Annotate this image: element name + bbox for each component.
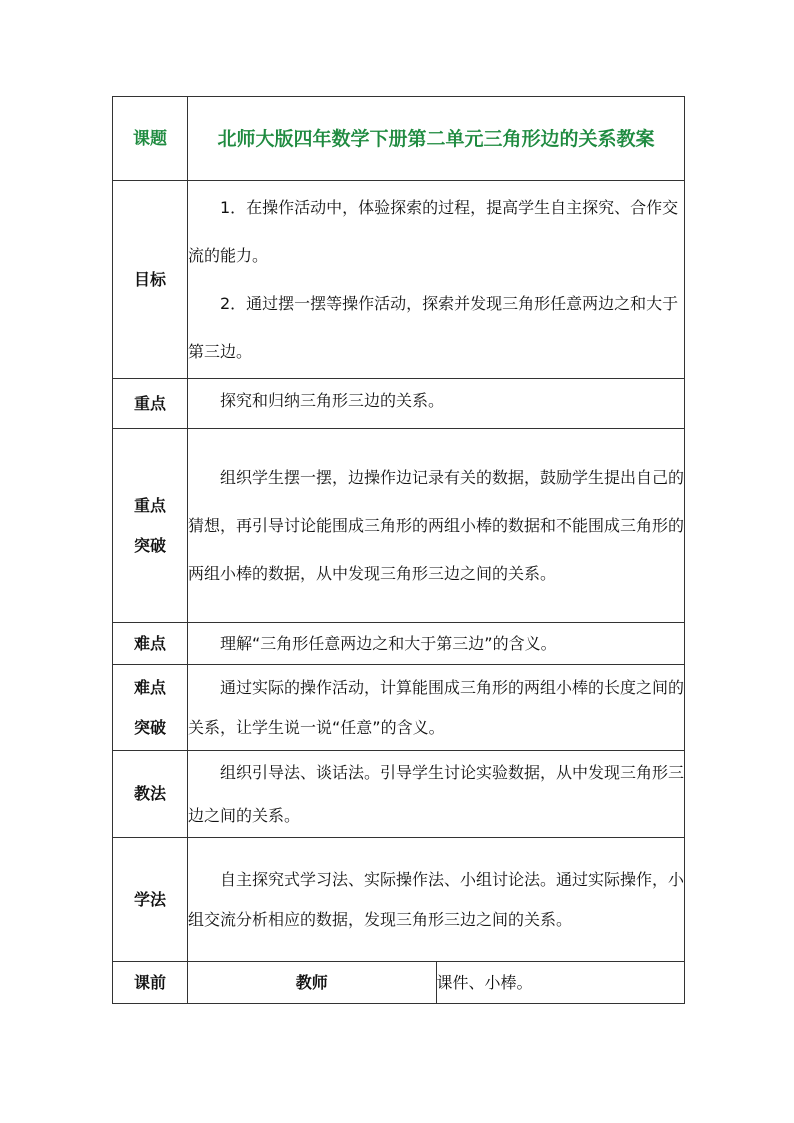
row-teaching-method (113, 751, 685, 838)
key-breakthrough-label-line1: 重点 (133, 495, 166, 515)
row-key-breakthrough (113, 429, 685, 623)
key-breakthrough-label (113, 429, 188, 623)
objective-1: 1．在操作活动中，体验探索的过程，提高学生自主探究、合作交流的能力。 (188, 197, 679, 265)
lesson-title: 北师大版四年数学下册第二单元三角形边的关系教案 (188, 97, 685, 181)
learning-method-label: 学法 (113, 838, 188, 962)
row-prep (113, 962, 685, 1004)
difficulty-label: 难点 (113, 623, 188, 665)
key-point-content (188, 379, 685, 429)
prep-label: 课前 (113, 962, 188, 1004)
row-difficulty-breakthrough (113, 665, 685, 751)
lesson-plan-table (112, 96, 685, 1004)
difficulty-text: 理解“三角形任意两边之和大于第三边”的含义。 (220, 633, 557, 653)
teaching-method-label: 教法 (113, 751, 188, 838)
learning-method-content (188, 838, 685, 962)
teaching-method-text: 组织引导法、谈话法。引导学生讨论实验数据，从中发现三角形三边之间的关系。 (188, 763, 685, 825)
teacher-materials: 课件、小棒。 (436, 962, 685, 1004)
row-key-point (113, 379, 685, 429)
title-row (113, 97, 685, 181)
row-objectives (113, 181, 685, 379)
difficulty-breakthrough-label-line2: 突破 (133, 717, 166, 737)
difficulty-breakthrough-label-line1: 难点 (133, 677, 166, 697)
difficulty-breakthrough-label (113, 665, 188, 751)
row-difficulty (113, 623, 685, 665)
row-learning-method (113, 838, 685, 962)
objectives-content (188, 181, 685, 379)
difficulty-breakthrough-content (188, 665, 685, 751)
key-breakthrough-text: 组织学生摆一摆，边操作边记录有关的数据，鼓励学生提出自己的猜想，再引导讨论能围成三角形的两组小棒的数据和不能围成三角形的两组小棒的数据，从中发现三角形三边之间的关系。 (188, 467, 685, 583)
key-breakthrough-content (188, 429, 685, 623)
key-point-text: 探究和归纳三角形三边的关系。 (220, 390, 445, 410)
difficulty-content (188, 623, 685, 665)
objectives-label: 目标 (113, 181, 188, 379)
objective-2: 2．通过摆一摆等操作活动，探索并发现三角形任意两边之和大于第三边。 (188, 293, 679, 361)
learning-method-text: 自主探究式学习法、实际操作法、小组讨论法。通过实际操作，小组交流分析相应的数据，发现三角形三边之间的关系。 (188, 869, 685, 929)
teaching-method-content (188, 751, 685, 838)
title-label: 课题 (113, 97, 188, 181)
key-breakthrough-label-line2: 突破 (133, 535, 166, 555)
key-point-label: 重点 (113, 379, 188, 429)
teacher-label: 教师 (188, 962, 437, 1004)
difficulty-breakthrough-text: 通过实际的操作活动，计算能围成三角形的两组小棒的长度之间的关系，让学生说一说“任意”的含义。 (188, 677, 685, 737)
